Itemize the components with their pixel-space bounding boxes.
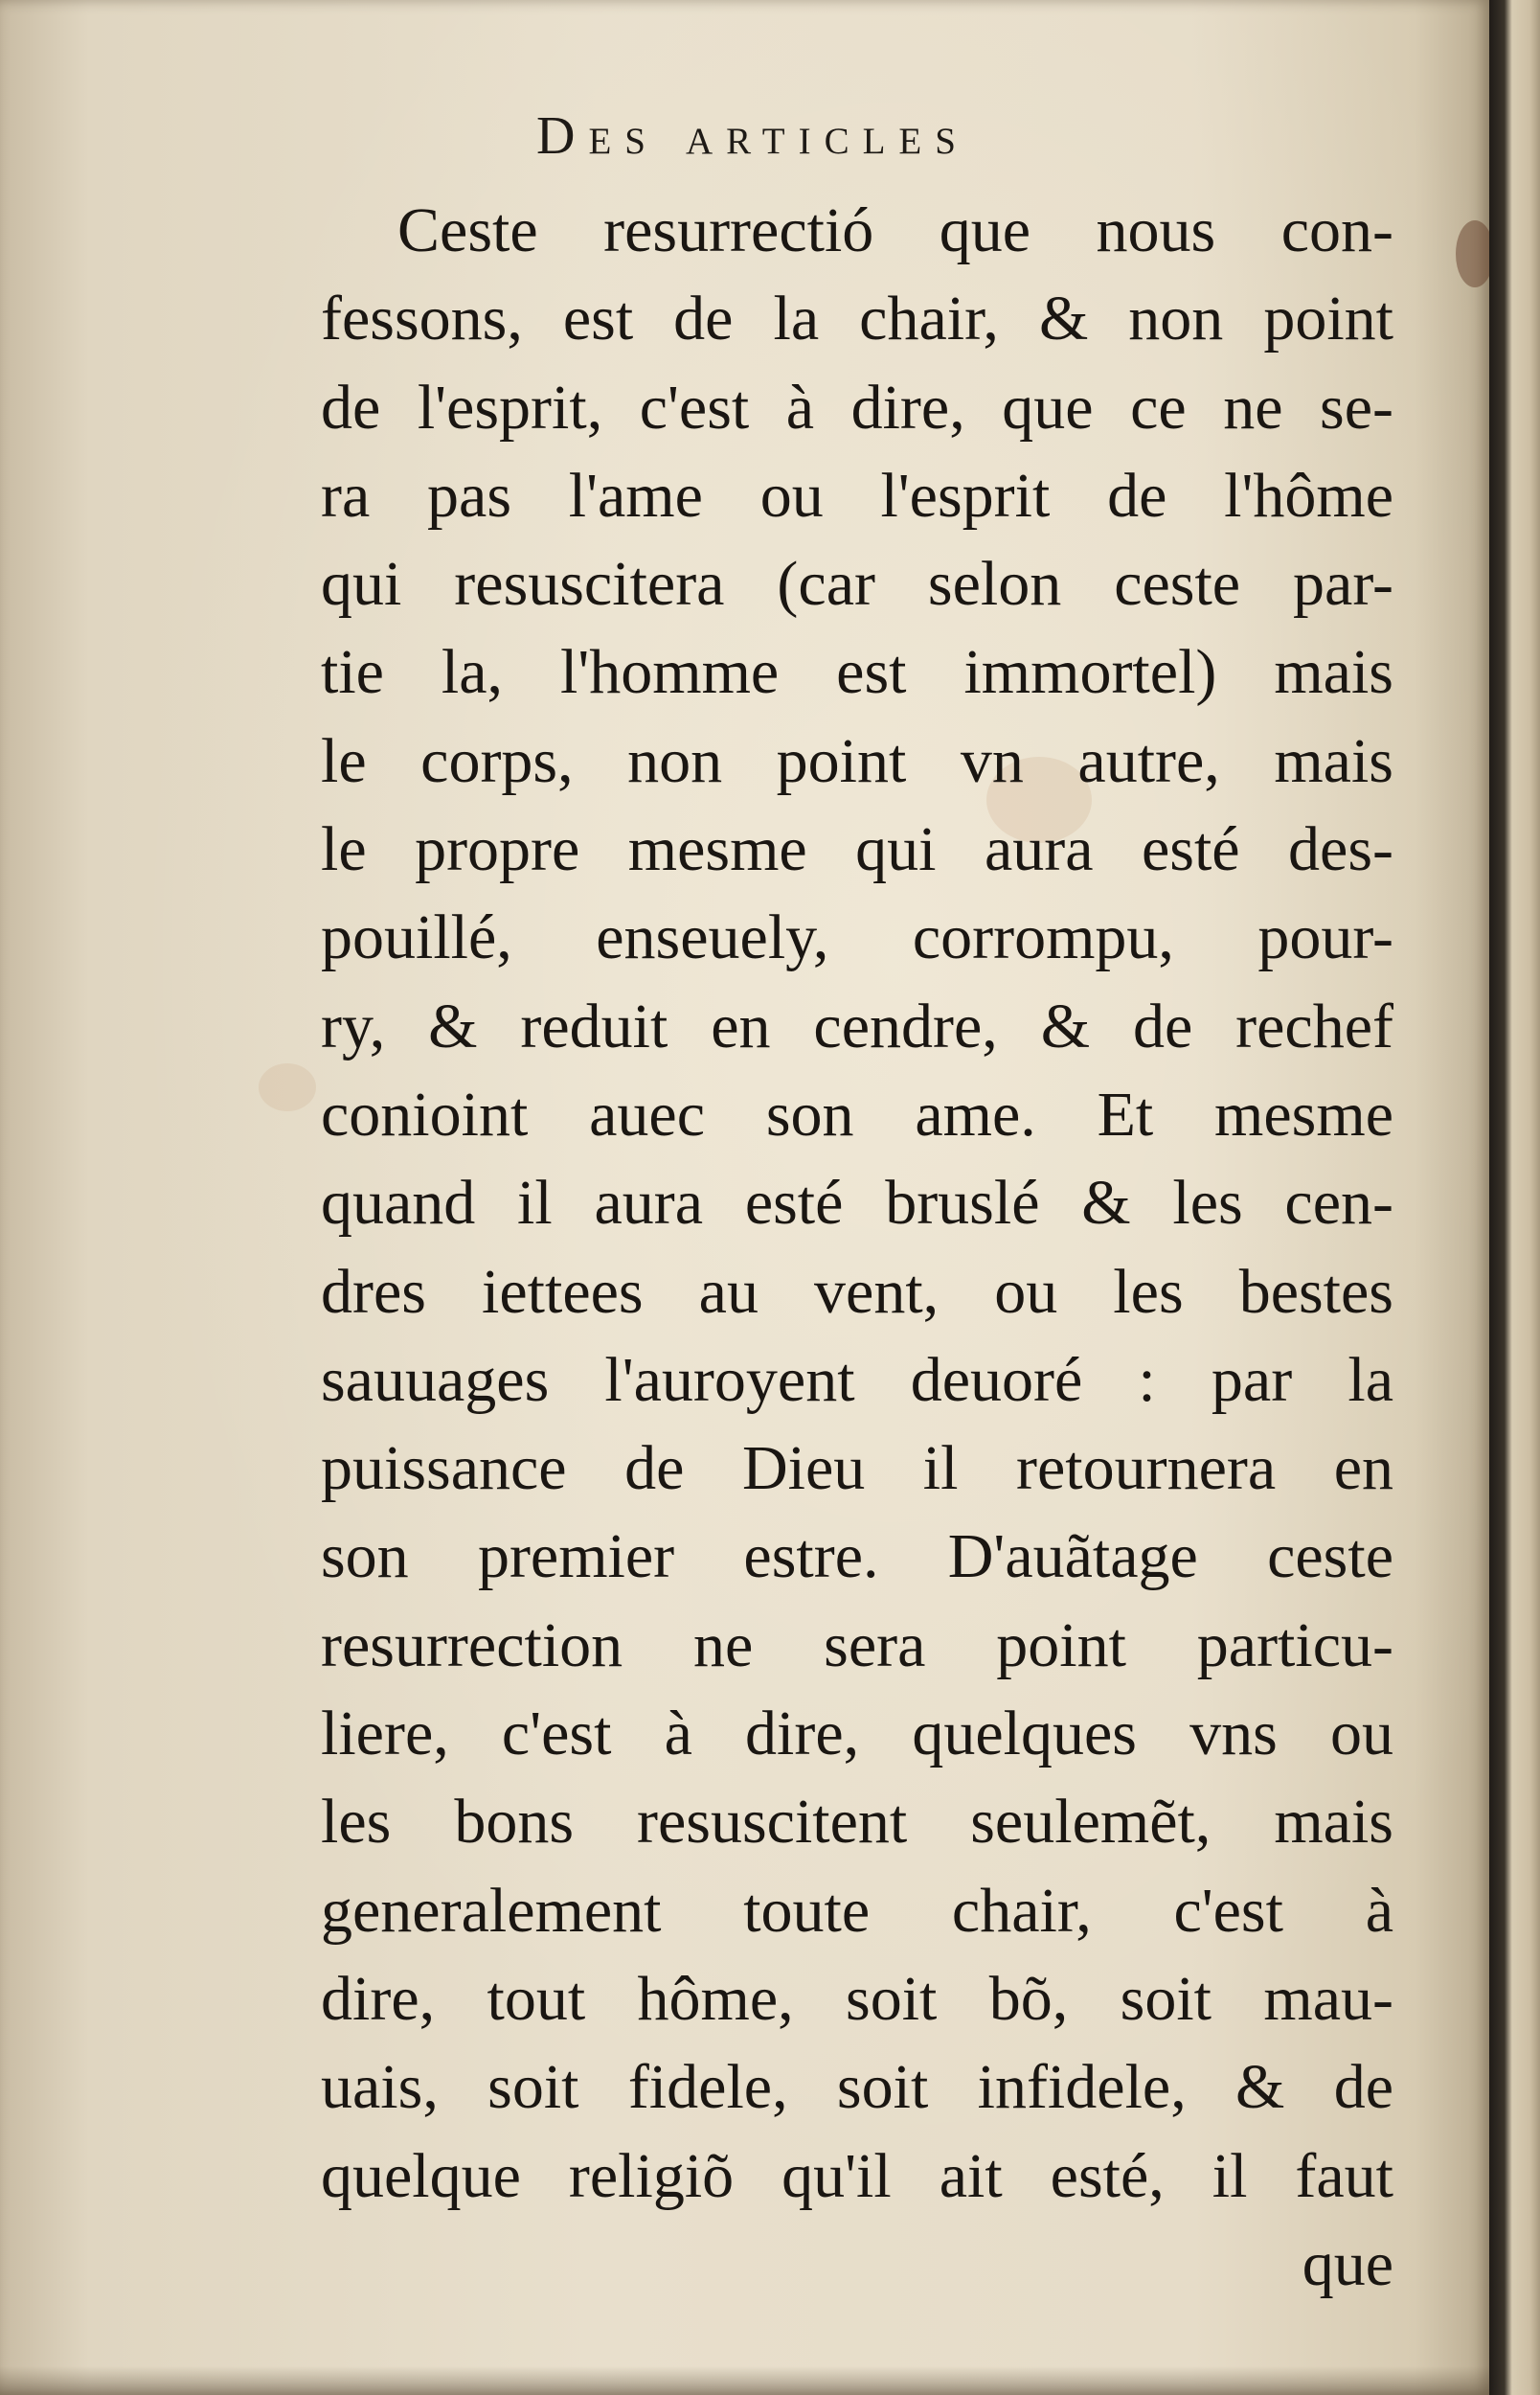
paper-stain <box>1456 220 1494 287</box>
text-line: puissance de Dieu il retournera en <box>321 1433 1393 1504</box>
text-line: Ceste resurrectió que nous con- <box>397 195 1393 265</box>
adjacent-page-edge <box>1489 0 1540 2395</box>
running-head: Des articles <box>536 106 969 166</box>
text-line: conioint auec son ame. Et mesme <box>321 1079 1393 1150</box>
text-line: ra pas l'ame ou l'esprit de l'hôme <box>321 460 1393 531</box>
text-line: le corps, non point vn autre, mais <box>321 725 1393 796</box>
text-line: ry, & reduit en cendre, & de rechef <box>321 991 1393 1061</box>
text-line: pouillé, enseuely, corrompu, pour- <box>321 902 1393 973</box>
paper-stain <box>259 1063 316 1111</box>
text-line: dire, tout hôme, soit bõ, soit mau- <box>321 1963 1393 2034</box>
text-line: fessons, est de la chair, & non point <box>321 284 1393 354</box>
text-line: quelque religiõ qu'il ait esté, il faut <box>321 2140 1393 2211</box>
text-line: qui resuscitera (car selon ceste par- <box>321 549 1393 620</box>
text-line: les bons resuscitent seulemẽt, mais <box>321 1787 1393 1858</box>
text-line: le propre mesme qui aura esté des- <box>321 814 1393 885</box>
text-line: de l'esprit, c'est à dire, que ce ne se- <box>321 372 1393 443</box>
text-line: sauuages l'auroyent deuoré : par la <box>321 1344 1393 1415</box>
text-block <box>321 187 1393 2309</box>
text-line: quand il aura esté bruslé & les cen- <box>321 1168 1393 1239</box>
text-line: uais, soit fidele, soit infidele, & de <box>321 2052 1393 2123</box>
page-bottom-shadow <box>0 2366 1489 2395</box>
text-line: son premier estre. D'auãtage ceste <box>321 1521 1393 1592</box>
text-line: tie la, l'homme est immortel) mais <box>321 637 1393 708</box>
text-line: dres iettees au vent, ou les bestes <box>321 1256 1393 1327</box>
text-line: liere, c'est à dire, quelques vns ou <box>321 1699 1393 1769</box>
text-line: resurrection ne sera point particu- <box>321 1609 1393 1680</box>
text-line: generalement toute chair, c'est à <box>321 1875 1393 1946</box>
catchword: que <box>1302 2228 1393 2299</box>
